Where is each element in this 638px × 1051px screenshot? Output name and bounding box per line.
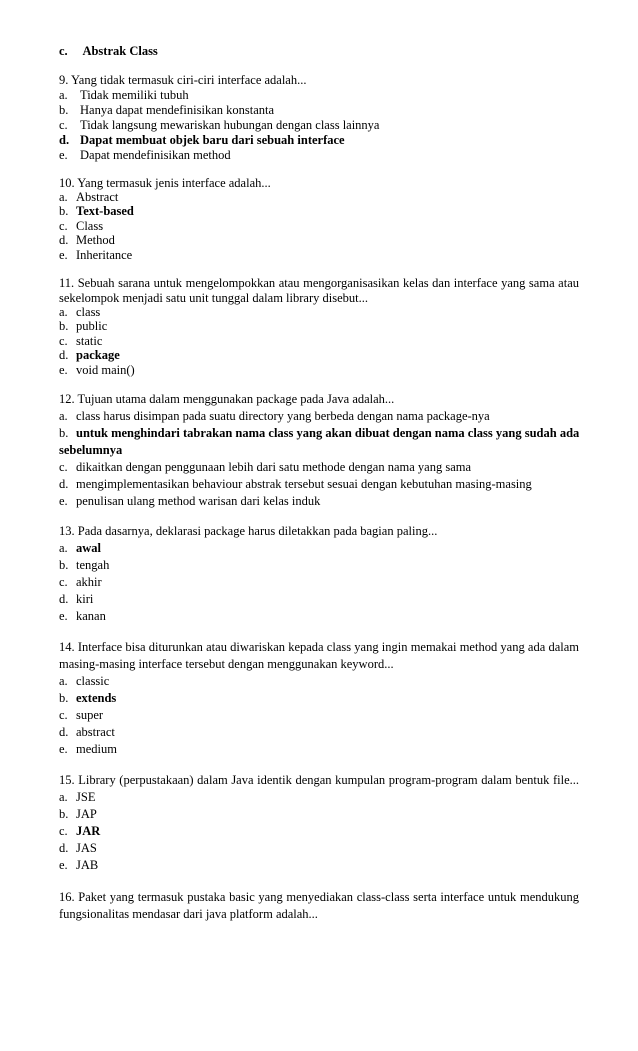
option-text: akhir [76,575,102,589]
option-marker: a. [59,790,68,804]
option-text: JAS [76,841,97,855]
q15-option-d [59,841,97,856]
option-text: JSE [76,790,96,804]
option-marker: e. [59,363,68,377]
q12-option-b-continued: sebelumnya [59,443,123,457]
option-marker: a. [59,305,68,319]
q11-option-c [59,334,102,349]
q10-option-c [59,219,103,234]
q13-option-b [59,558,109,573]
q15-option-c [59,824,100,839]
option-marker: d. [59,725,69,739]
q12-option-c [59,460,471,475]
q14-option-c [59,708,103,723]
q9-option-a [59,88,189,103]
option-text-correct: awal [76,541,101,555]
option-marker: c. [59,44,68,58]
q12-option-a [59,409,490,424]
option-marker: d. [59,348,69,362]
q11-option-e [59,363,135,378]
option-marker: e. [59,609,68,623]
q10-option-e [59,248,132,263]
option-marker: e. [59,742,68,756]
q14-option-e [59,742,117,757]
option-marker: c. [59,334,68,348]
option-marker: b. [59,204,69,218]
option-text: Class [76,219,104,233]
option-marker: c. [59,575,68,589]
q15-option-b [59,807,97,822]
option-marker: e. [59,494,68,508]
option-marker: b. [59,319,69,333]
q13-option-c [59,575,102,590]
option-marker: c. [59,460,68,474]
option-marker: c. [59,708,68,722]
option-text: kiri [76,592,94,606]
q14-option-d [59,725,115,740]
option-text: JAP [76,807,97,821]
question-15: 15. Library (perpustakaan) dalam Java identik dengan kumpulan program-program dalam bentuk file... [59,773,579,787]
option-marker: d. [59,841,69,855]
q15-option-a [59,790,95,805]
option-marker: e. [59,858,68,872]
option-text: classic [76,674,110,688]
option-marker: d. [59,233,69,247]
option-text: tengah [76,558,110,572]
option-text: abstract [76,725,115,739]
q12-option-d [59,477,532,492]
option-marker: b. [59,558,69,572]
option-marker: d. [59,592,69,606]
option-marker: b. [59,691,69,705]
option-text: Inheritance [76,248,133,262]
question-14-line-1: 14. Interface bisa diturunkan atau diwariskan kepada class yang ingin memakai method yang ada dalam [59,640,579,654]
question-13: 13. Pada dasarnya, deklarasi package harus diletakkan pada bagian paling... [59,524,438,538]
question-12: 12. Tujuan utama dalam menggunakan package pada Java adalah... [59,392,395,406]
option-text: Tidak langsung mewariskan hubungan dengan class lainnya [80,118,380,132]
q13-option-a [59,541,101,556]
question-16-line-2: fungsionalitas mendasar dari java platform adalah... [59,907,318,921]
question-11-line-1: 11. Sebuah sarana untuk mengelompokkan atau mengorganisasikan kelas dan interface yang sama atau [59,276,579,290]
option-marker: e. [59,148,68,162]
option-marker: b. [59,807,69,821]
q10-option-b [59,204,134,219]
answer-line-top [59,44,158,59]
option-text: JAB [76,858,99,872]
question-14-line-2: masing-masing interface tersebut dengan menggunakan keyword... [59,657,394,671]
option-text: Abstract [76,190,119,204]
option-text-correct: Text-based [76,204,134,218]
option-text-correct: package [76,348,120,362]
option-text-correct: JAR [76,824,101,838]
option-text-correct: extends [76,691,117,705]
q9-option-c [59,118,379,133]
option-text: Hanya dapat mendefinisikan konstanta [80,103,275,117]
option-marker: a. [59,674,68,688]
option-text: medium [76,742,117,756]
option-text: void main() [76,363,135,377]
option-text: super [76,708,104,722]
option-marker: a. [59,190,68,204]
question-16-line-1: 16. Paket yang termasuk pustaka basic yang menyediakan class-class serta interface untuk mendukung [59,890,579,904]
option-text: public [76,319,108,333]
option-text: penulisan ulang method warisan dari kelas induk [76,494,321,508]
option-text: class harus disimpan pada suatu directory yang berbeda dengan nama package-nya [76,409,490,423]
question-11-line-2: sekelompok menjadi satu unit tunggal dalam library disebut... [59,291,368,305]
question-9: 9. Yang tidak termasuk ciri-ciri interface adalah... [59,73,307,87]
option-marker: d. [59,477,69,491]
q11-option-a [59,305,100,320]
option-marker: b. [59,426,69,440]
q11-option-d [59,348,120,363]
option-marker: e. [59,248,68,262]
option-text: Tidak memiliki tubuh [80,88,189,102]
q14-option-a [59,674,109,689]
option-marker: b. [59,103,69,117]
option-text: Dapat membuat objek baru dari sebuah interface [80,133,345,147]
q14-option-b [59,691,116,706]
option-marker: d. [59,133,70,147]
q12-option-e [59,494,320,509]
q11-option-b [59,319,107,334]
option-marker: c. [59,219,68,233]
q15-option-e [59,858,98,873]
q13-option-d [59,592,93,607]
option-marker: c. [59,118,68,132]
option-text: static [76,334,103,348]
q9-option-e [59,148,231,163]
question-10: 10. Yang termasuk jenis interface adalah... [59,176,271,190]
q9-option-d-correct [59,133,345,148]
q12-option-b [59,426,579,441]
option-marker: a. [59,409,68,423]
option-text: dikaitkan dengan penggunaan lebih dari satu methode dengan nama yang sama [76,460,472,474]
q9-option-b [59,103,274,118]
option-marker: a. [59,541,68,555]
option-text: Method [76,233,115,247]
option-marker: a. [59,88,68,102]
option-text: kanan [76,609,106,623]
option-text: mengimplementasikan behaviour abstrak tersebut sesuai dengan kebutuhan masing-masing [76,477,532,491]
option-text: Dapat mendefinisikan method [80,148,231,162]
q13-option-e [59,609,106,624]
q10-option-d [59,233,115,248]
option-text: Abstrak Class [82,44,158,58]
option-marker: c. [59,824,68,838]
option-text: class [76,305,101,319]
q10-option-a [59,190,118,205]
option-text-correct: untuk menghindari tabrakan nama class yang akan dibuat dengan nama class yang sudah ada [76,426,580,440]
